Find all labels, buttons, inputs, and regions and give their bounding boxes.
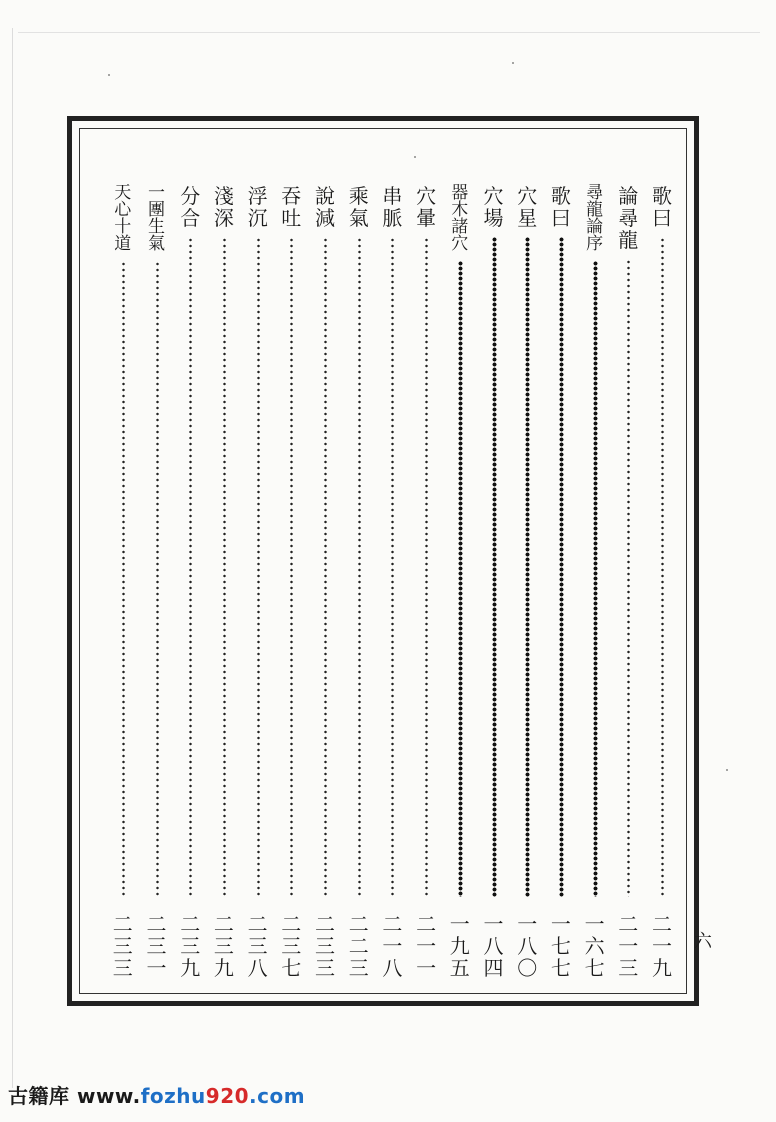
dotted-leader (458, 261, 463, 897)
dotted-leader (290, 237, 293, 897)
dotted-leader (425, 237, 428, 897)
toc-entry-page: 二一八 (382, 912, 403, 980)
dotted-leader (189, 237, 192, 897)
toc-entry-title: 一團生氣 (148, 183, 165, 254)
toc-entry (613, 184, 643, 980)
toc-entry (276, 184, 306, 980)
page-edge (12, 28, 13, 1088)
toc-entry-page: 二一九 (652, 912, 672, 980)
toc-entry-title: 尋龍論序 (586, 183, 604, 254)
scan-speck (414, 156, 416, 158)
dotted-leader (559, 237, 564, 897)
dotted-leader (156, 261, 159, 897)
toc-entry (445, 183, 475, 980)
toc-entry-title: 穴星 (517, 184, 538, 230)
toc-entry-page: 一七七 (550, 912, 571, 980)
toc-entry-title: 說減 (315, 184, 335, 230)
toc-entry-page: 二三三 (112, 912, 133, 980)
toc-entry (310, 184, 340, 980)
toc-entry (580, 183, 610, 980)
toc-entry-title: 穴暈 (416, 184, 437, 230)
toc-entry-page: 一六七 (584, 912, 605, 980)
toc-entry (546, 184, 576, 980)
toc-entry-title: 浮沉 (247, 184, 268, 230)
toc-entry-title: 天心十道 (114, 183, 132, 254)
scan-speck (726, 769, 728, 771)
scan-speck (108, 74, 110, 76)
toc-entry-title: 乘氣 (348, 184, 369, 230)
footer-site-name: 古籍库 (8, 1084, 70, 1108)
toc-entry (108, 183, 138, 980)
dotted-leader (627, 259, 630, 897)
dotted-leader (525, 237, 530, 897)
toc-entry-title: 歌曰 (550, 184, 571, 230)
footer-url-prefix: www. (76, 1084, 141, 1108)
dotted-leader (391, 237, 394, 897)
toc-entry-page: 二二三 (348, 912, 369, 980)
toc-entry-page: 二一三 (618, 912, 639, 980)
toc-entry-page: 一九五 (449, 912, 470, 980)
toc-entry (377, 184, 407, 980)
toc-entry-page: 二三三 (315, 912, 335, 980)
toc-entry (411, 184, 441, 980)
toc-entry-title: 穴場 (483, 184, 504, 230)
toc-entry (647, 184, 677, 980)
footer-url-brand: fozhu (140, 1084, 206, 1108)
toc-entry (512, 184, 542, 980)
dotted-leader (324, 237, 327, 897)
dotted-leader (358, 237, 361, 897)
footer-watermark (8, 1080, 305, 1109)
toc-entry-title: 分合 (180, 184, 201, 230)
dotted-leader (257, 237, 260, 897)
toc-entry (344, 184, 374, 980)
margin-page-number: 六 (694, 931, 712, 952)
toc-entry-title: 器木諸穴 (451, 183, 469, 254)
toc-entry-page: 二三九 (180, 912, 201, 980)
toc-entry-page: 二三九 (213, 912, 234, 980)
scan-speck (512, 62, 514, 64)
toc-entry-title: 淺深 (213, 184, 234, 230)
dotted-leader (593, 261, 598, 897)
toc-entry-page: 二一一 (416, 912, 437, 980)
toc-entry-page: 二三七 (281, 912, 302, 980)
toc-entry-title: 吞吐 (281, 184, 302, 230)
toc-entry-page: 二三一 (146, 912, 167, 980)
dotted-leader (661, 237, 664, 897)
toc-entry-page: 二三八 (247, 912, 268, 980)
toc-entry-title: 論尋龍 (618, 184, 639, 252)
footer-url-suffix: .com (249, 1084, 306, 1108)
toc-entry (479, 184, 509, 980)
toc-entry (243, 184, 273, 980)
toc-entry-title: 串脈 (382, 184, 403, 230)
dotted-leader (492, 237, 497, 897)
toc-entry (175, 184, 205, 980)
page-edge-top (18, 32, 760, 33)
toc-entry-title: 歌曰 (652, 184, 672, 230)
toc-entry-page: 一八四 (483, 912, 504, 980)
dotted-leader (122, 261, 125, 897)
toc-entry-page: 一八〇 (517, 912, 538, 980)
dotted-leader (223, 237, 226, 897)
toc-entry (209, 184, 239, 980)
footer-url-digits: 920 (205, 1084, 250, 1108)
toc-entry (142, 183, 172, 980)
